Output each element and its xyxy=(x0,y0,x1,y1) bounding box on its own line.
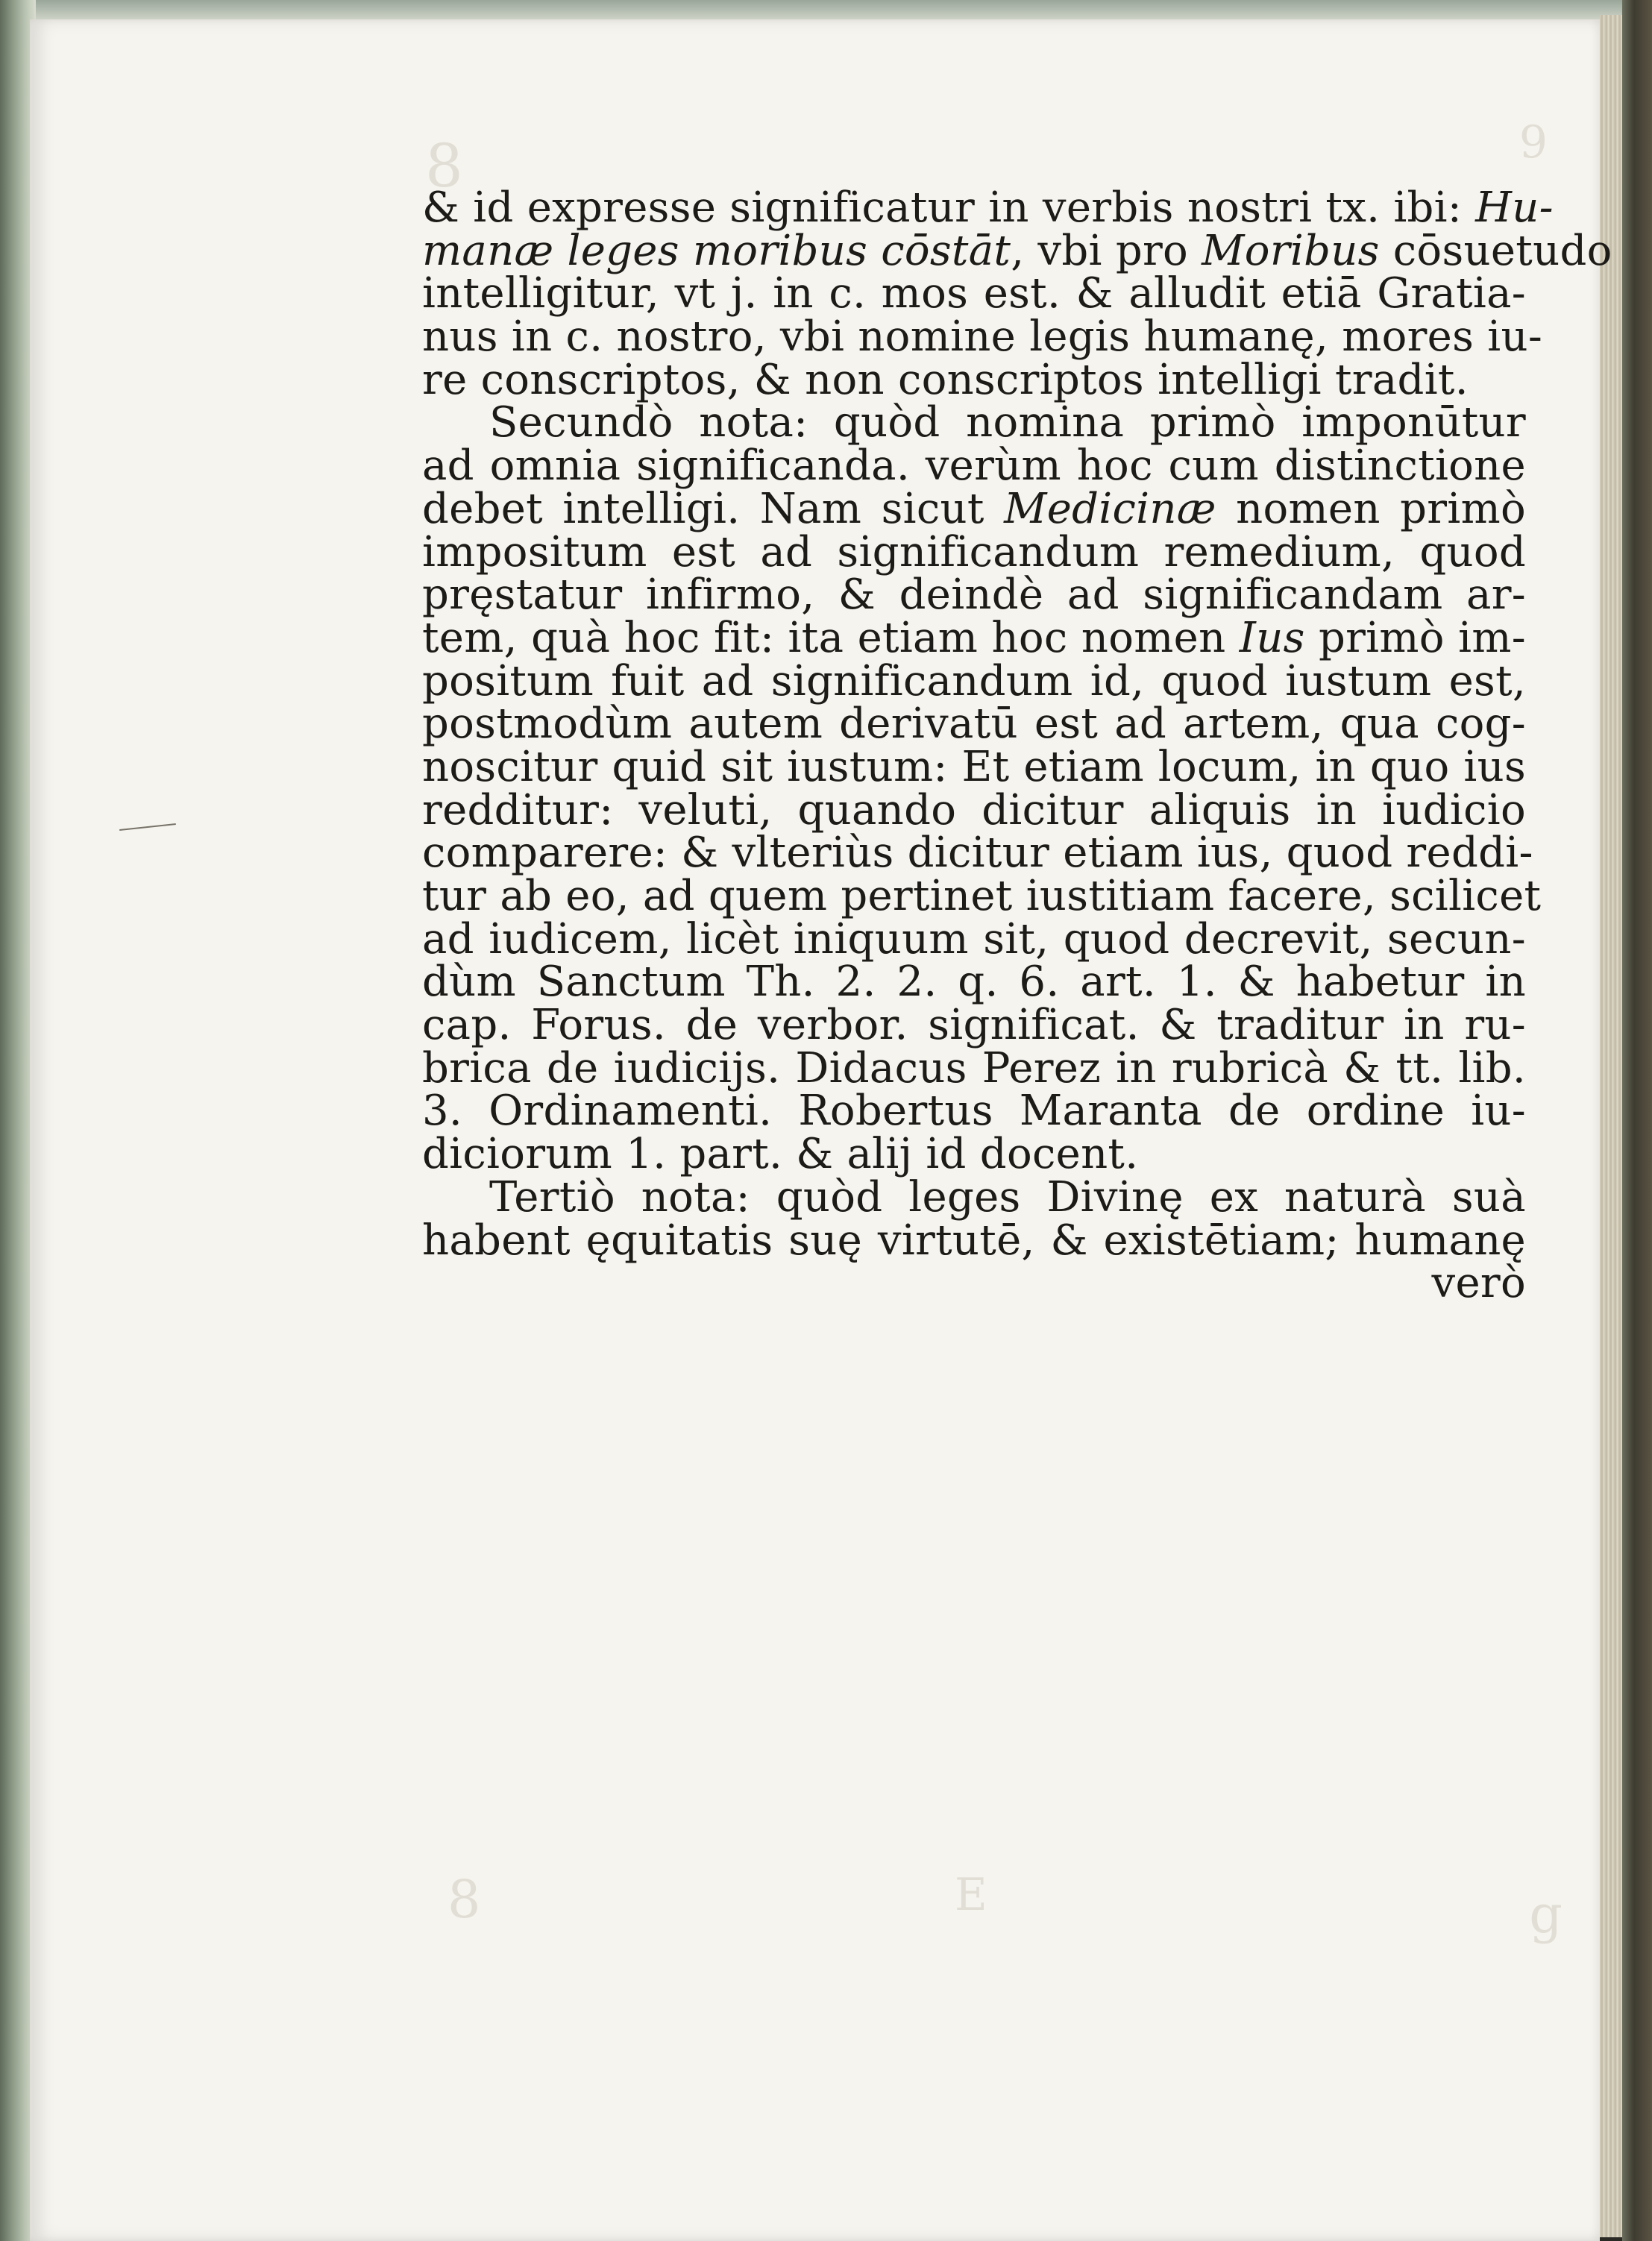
text-segment: diciorum 1. part. & alij id docent. xyxy=(422,1130,1139,1179)
text-line xyxy=(422,958,1526,1007)
text-line xyxy=(422,742,1526,791)
text-segment: ad iudicem, licèt iniquum sit, quod decrevit, secun- xyxy=(422,914,1526,964)
text-line xyxy=(422,656,1526,705)
bleed-through-mark: 8 xyxy=(425,131,463,201)
text-segment: habent ęquitatis suę virtutē, & existētiam; humanę xyxy=(422,1216,1526,1265)
text-line xyxy=(422,872,1542,920)
text-segment: 3. Ordinamenti. Robertus Maranta de ordine iu- xyxy=(422,1087,1526,1136)
bleed-through-mark: E xyxy=(955,1869,987,1921)
text-line xyxy=(422,441,1526,491)
text-segment: impositum est ad significandum remedium, quod xyxy=(422,527,1526,576)
italic-text: manæ leges moribus cōstāt xyxy=(422,226,1011,275)
text-segment: redditur: veluti, quando dicitur aliquis in iudicio xyxy=(422,785,1526,835)
text-segment: Tertiò nota: quòd leges Divinę ex naturà suà xyxy=(489,1172,1526,1222)
text-line xyxy=(422,1216,1526,1265)
text-segment: positum fuit ad significandum id, quod iustum est, xyxy=(422,656,1526,705)
text-line xyxy=(422,1087,1526,1136)
catchword: verò xyxy=(1431,1259,1526,1308)
bleed-through-mark: 8 xyxy=(447,1869,481,1930)
text-segment: tur ab eo, ad quem pertinet iustitiam facere, scilicet xyxy=(422,872,1542,920)
text-line xyxy=(422,613,1526,662)
text-segment: brica de iudicijs. Didacus Perez in rubricà & tt. lib. xyxy=(422,1043,1526,1093)
text-segment: cōsuetudo xyxy=(1379,226,1612,275)
text-line xyxy=(422,571,1526,620)
text-line xyxy=(422,829,1533,878)
text-segment: ad omnia significanda. verùm hoc cum distinctione xyxy=(422,441,1526,491)
book-cover-right xyxy=(1622,0,1652,2241)
text-segment: nus in c. nostro, vbi nomine legis humanę, mores iu- xyxy=(422,312,1543,362)
text-line xyxy=(422,1001,1526,1050)
text-line xyxy=(422,312,1543,362)
page-fore-edge xyxy=(1600,15,1622,2237)
text-line xyxy=(422,1172,1526,1222)
text-segment: pręstatur infirmo, & deindè ad significandam ar- xyxy=(422,571,1526,620)
text-line xyxy=(422,226,1612,275)
body-text xyxy=(422,183,1612,1308)
text-segment: re conscriptos, & non conscriptos intelligi tradit. xyxy=(422,355,1469,404)
bleed-through-mark: 9 xyxy=(1518,116,1548,169)
text-line xyxy=(422,914,1526,964)
text-segment: dùm Sanctum Th. 2. 2. q. 6. art. 1. & habetur in xyxy=(422,958,1526,1007)
text-segment: comparere: & vlteriùs dicitur etiam ius, quod reddi- xyxy=(422,829,1533,878)
text-line xyxy=(422,1043,1526,1093)
text-line xyxy=(422,1130,1526,1179)
text-segment: tem, quà hoc fit: ita etiam hoc nomen xyxy=(422,613,1240,662)
italic-text: Moribus xyxy=(1202,226,1380,275)
text-line xyxy=(422,484,1526,533)
italic-text: Hu- xyxy=(1475,183,1554,232)
text-line xyxy=(422,398,1526,447)
text-segment: Secundò nota: quòd nomina primò imponūtur xyxy=(489,398,1526,447)
book-cover-top xyxy=(36,0,1622,19)
text-segment: nomen primò xyxy=(1216,484,1526,533)
text-line xyxy=(422,183,1554,232)
text-segment: postmodùm autem derivatū est ad artem, qua cog- xyxy=(422,700,1526,749)
text-segment: intelligitur, vt j. in c. mos est. & alludit etiā Gratia- xyxy=(422,269,1526,318)
text-segment: debet intelligi. Nam sicut xyxy=(422,484,1005,533)
text-segment: primò im- xyxy=(1304,613,1526,662)
text-line xyxy=(422,269,1526,318)
text-segment: noscitur quid sit iustum: Et etiam locum, in quo ius xyxy=(422,742,1526,791)
text-segment: & id expresse significatur in verbis nostri tx. ibi: xyxy=(422,183,1476,232)
italic-text: Medicinæ xyxy=(1004,484,1216,533)
text-line xyxy=(422,700,1526,749)
text-segment: cap. Forus. de verbor. significat. & traditur in ru- xyxy=(422,1001,1526,1050)
text-segment: , vbi pro xyxy=(1011,226,1202,275)
italic-text: Ius xyxy=(1239,613,1305,662)
text-line xyxy=(422,785,1526,835)
text-line xyxy=(422,527,1526,576)
bleed-through-mark: g xyxy=(1529,1884,1563,1945)
text-line xyxy=(422,355,1526,404)
